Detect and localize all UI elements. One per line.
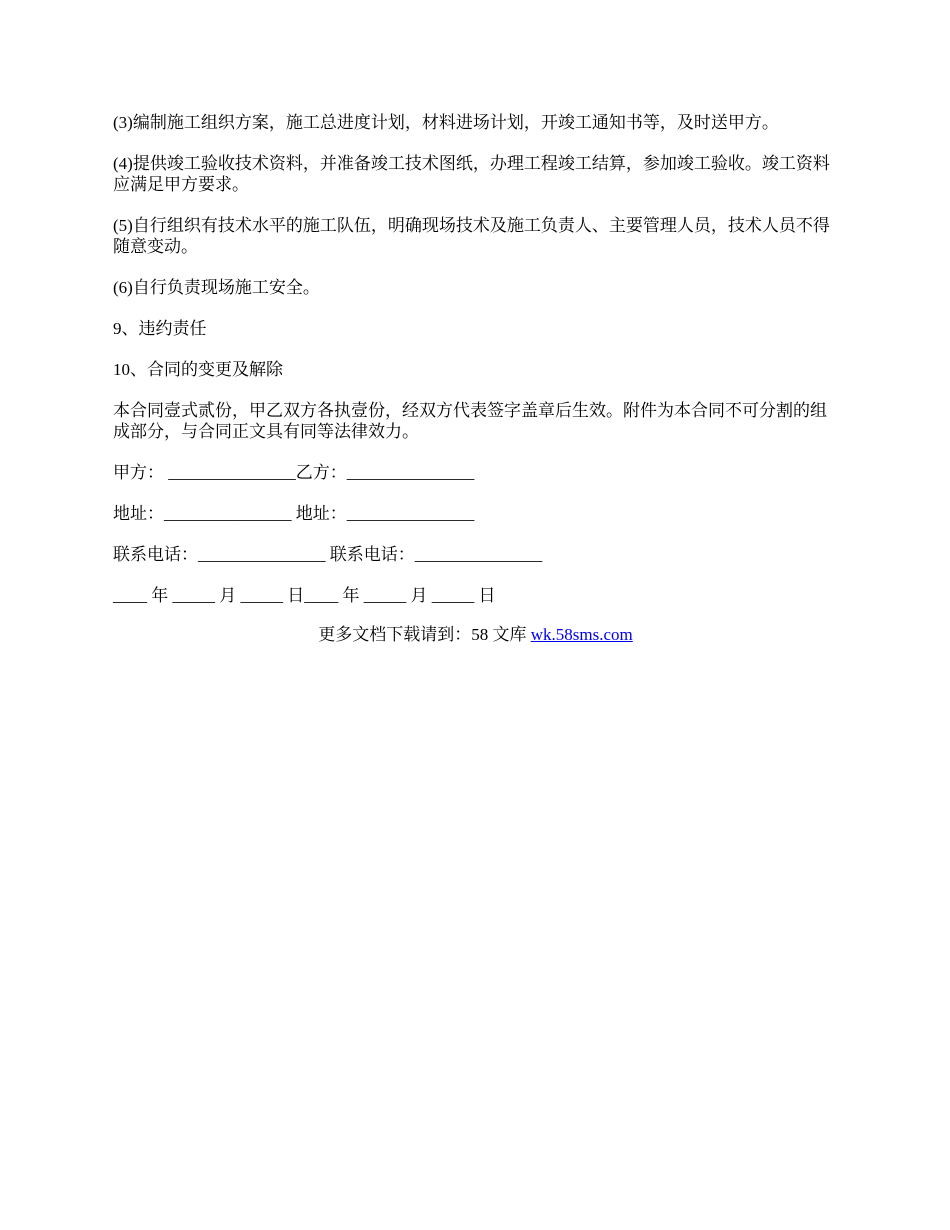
contract-copies-paragraph: 本合同壹式贰份，甲乙双方各执壹份，经双方代表签字盖章后生效。附件为本合同不可分割的组成部分，与合同正文具有同等法律效力。 — [113, 401, 827, 441]
signature-address-line: 地址：_______________ 地址：_______________ — [113, 504, 475, 523]
clause-5: (5)自行组织有技术水平的施工队伍，明确现场技术及施工负责人、主要管理人员，技术人员不得随意变动。 — [113, 216, 830, 256]
signature-date-line: ____ 年 _____ 月 _____ 日____ 年 _____ 月 _____ 日 — [113, 586, 496, 605]
footer-link[interactable]: wk.58sms.com — [530, 625, 633, 644]
footer-text: 更多文档下载请到：58 文库 — [318, 625, 531, 644]
signature-party-line: 甲方： _______________乙方：_______________ — [113, 463, 475, 482]
section-breach-liability: 9、违约责任 — [113, 319, 207, 338]
signature-phone-line: 联系电话：_______________ 联系电话：_______________ — [113, 545, 543, 564]
section-contract-change: 10、合同的变更及解除 — [113, 360, 283, 379]
document-page — [113, 112, 843, 645]
clause-6: (6)自行负责现场施工安全。 — [113, 278, 320, 297]
clause-4: (4)提供竣工验收技术资料，并准备竣工技术图纸，办理工程竣工结算，参加竣工验收。竣工资料应满足甲方要求。 — [113, 154, 830, 194]
clause-3: (3)编制施工组织方案，施工总进度计划，材料进场计划，开竣工通知书等，及时送甲方。 — [113, 113, 779, 132]
footer — [113, 624, 838, 645]
